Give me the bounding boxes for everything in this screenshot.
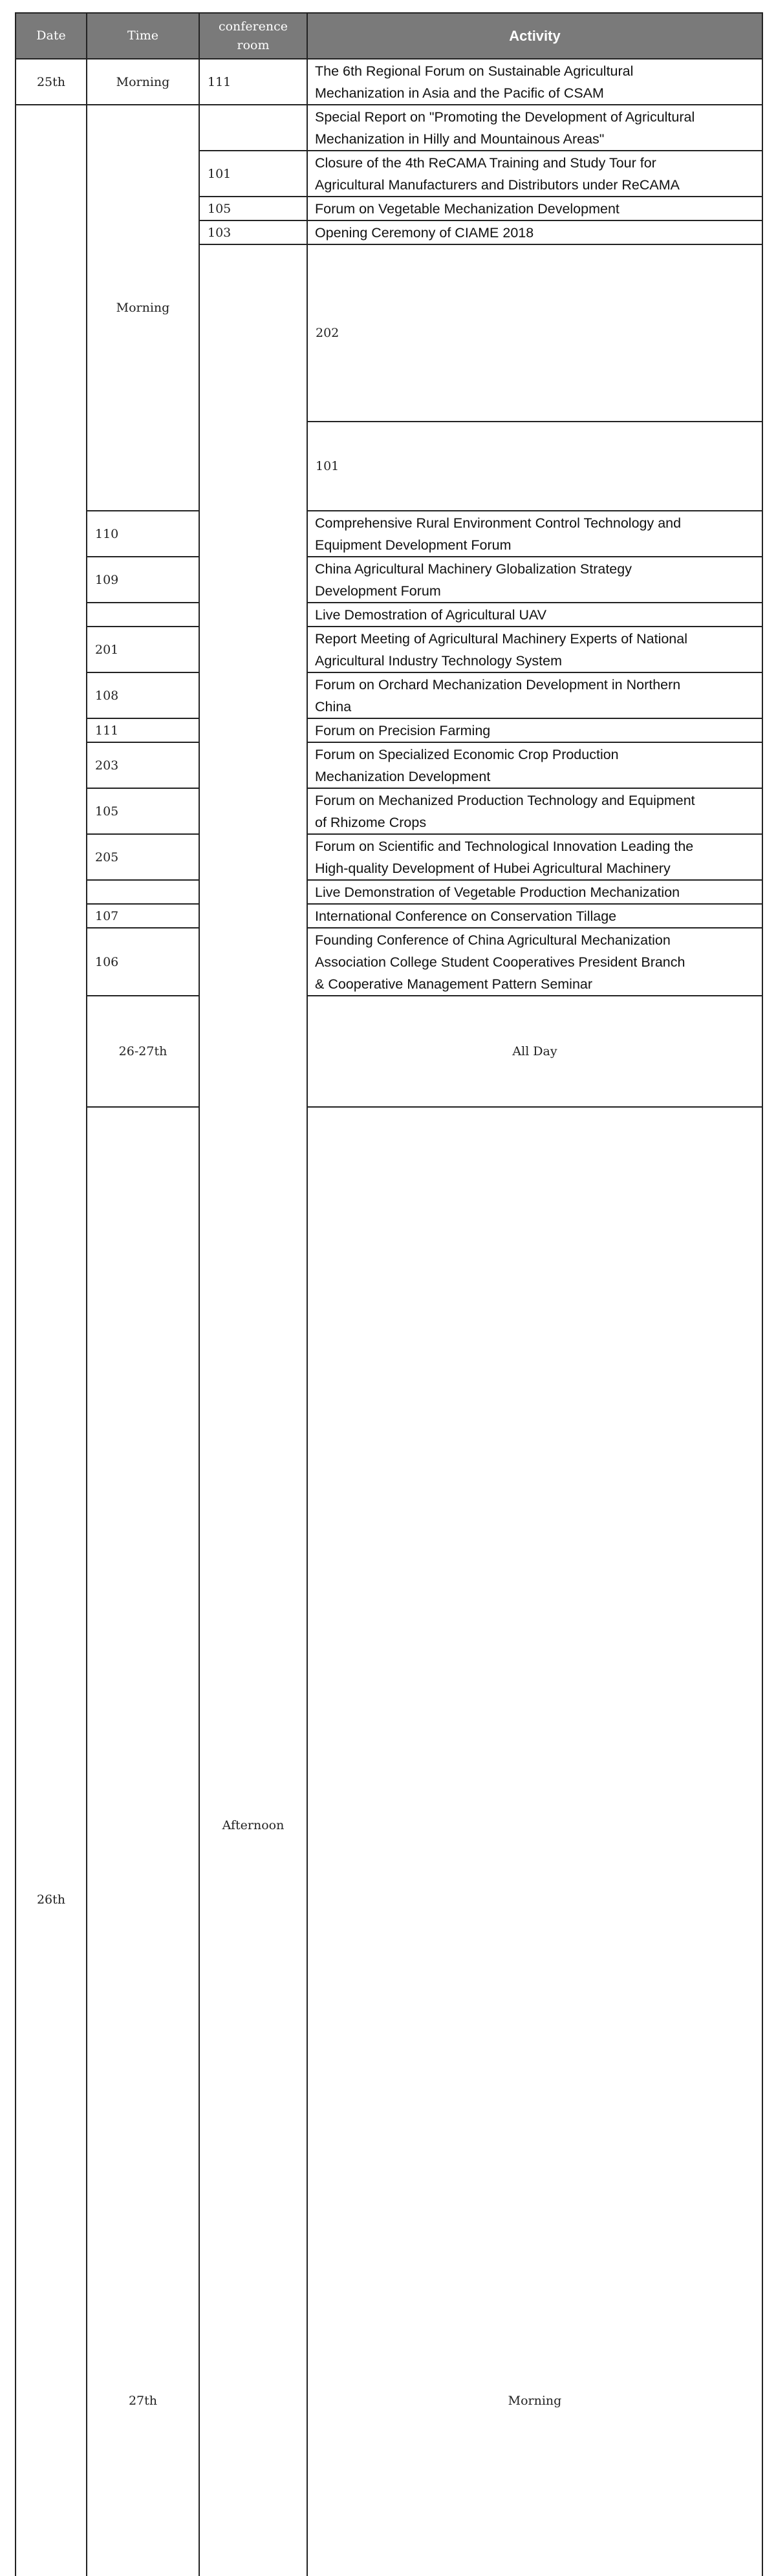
time-cell: Morning (87, 105, 199, 511)
room-cell: 111 (199, 59, 307, 105)
header-conference-room (199, 13, 307, 59)
table-row (16, 557, 762, 603)
activity-cell: Comprehensive Rural Environment Control Technology and Equipment Development Forum (307, 511, 762, 557)
room-cell: 105 (87, 788, 199, 834)
room-cell: 202 (307, 244, 762, 422)
activity-cell: Live Demonstration of Vegetable Production Mechanization (307, 880, 762, 904)
header-time: Time (87, 13, 199, 59)
table-row (16, 928, 762, 996)
table-row (16, 59, 762, 105)
table-row (16, 627, 762, 672)
date-cell: 27th (87, 1107, 199, 2576)
room-cell: 105 (199, 197, 307, 220)
room-cell: 111 (87, 718, 199, 742)
room-cell: 106 (87, 928, 199, 996)
header-room-line2: room (237, 38, 270, 52)
table-row (16, 718, 762, 742)
table-row (16, 742, 762, 788)
header-date: Date (16, 13, 87, 59)
header-room-line1: conference (218, 19, 288, 34)
activity-cell: Report Meeting of Agricultural Machinery Experts of National Agricultural Industry Technology System (307, 627, 762, 672)
schedule-table (15, 12, 763, 2576)
room-cell: 108 (87, 672, 199, 718)
header-activity: Activity (307, 13, 762, 59)
activity-cell: Founding Conference of China Agricultural Mechanization Association College Student Cooperatives President Branch & Cooperative Management Pattern Seminar (307, 928, 762, 996)
time-cell: All Day (307, 996, 762, 1107)
activity-cell: Closure of the 4th ReCAMA Training and Study Tour for Agricultural Manufacturers and Distributors under ReCAMA (307, 151, 762, 197)
room-cell: 201 (87, 627, 199, 672)
table-row (16, 880, 762, 904)
room-cell (199, 105, 307, 151)
table-row (16, 834, 762, 880)
time-cell: Morning (307, 1107, 762, 2576)
table-row (16, 511, 762, 557)
room-cell: 103 (199, 220, 307, 244)
room-cell (87, 603, 199, 627)
activity-cell: Forum on Mechanized Production Technology and Equipment of Rhizome Crops (307, 788, 762, 834)
activity-cell: Forum on Scientific and Technological Innovation Leading the High-quality Development of Hubei Agricultural Machinery (307, 834, 762, 880)
header-row (16, 13, 762, 59)
time-cell: Afternoon (199, 244, 307, 2576)
table-row (16, 788, 762, 834)
activity-cell: China Agricultural Machinery Globalization Strategy Development Forum (307, 557, 762, 603)
activity-cell: Forum on Precision Farming (307, 718, 762, 742)
activity-cell: Special Report on "Promoting the Development of Agricultural Mechanization in Hilly and Mountainous Areas" (307, 105, 762, 151)
table-row (16, 603, 762, 627)
schedule-body (16, 59, 762, 2576)
table-row (16, 996, 762, 1107)
activity-cell: Opening Ceremony of CIAME 2018 (307, 220, 762, 244)
table-row (16, 672, 762, 718)
activity-cell: Forum on Vegetable Mechanization Development (307, 197, 762, 220)
date-cell: 25th (16, 59, 87, 105)
activity-cell: The 6th Regional Forum on Sustainable Agricultural Mechanization in Asia and the Pacific of CSAM (307, 59, 762, 105)
room-cell: 101 (307, 422, 762, 511)
room-cell: 107 (87, 904, 199, 928)
table-row (16, 1107, 762, 1328)
activity-cell: Forum on Specialized Economic Crop Production Mechanization Development (307, 742, 762, 788)
activity-cell: Forum on Orchard Mechanization Development in Northern China (307, 672, 762, 718)
room-cell: 203 (87, 742, 199, 788)
table-row (16, 105, 762, 151)
table-row (16, 904, 762, 928)
room-cell: 110 (87, 511, 199, 557)
date-cell: 26-27th (87, 996, 199, 1107)
time-cell: Morning (87, 59, 199, 105)
room-cell: 101 (199, 151, 307, 197)
activity-cell: International Conference on Conservation Tillage (307, 904, 762, 928)
room-cell: 205 (87, 834, 199, 880)
activity-cell: Live Demostration of Agricultural UAV (307, 603, 762, 627)
room-cell: 109 (87, 557, 199, 603)
date-cell: 26th (16, 105, 87, 2576)
room-cell (87, 880, 199, 904)
